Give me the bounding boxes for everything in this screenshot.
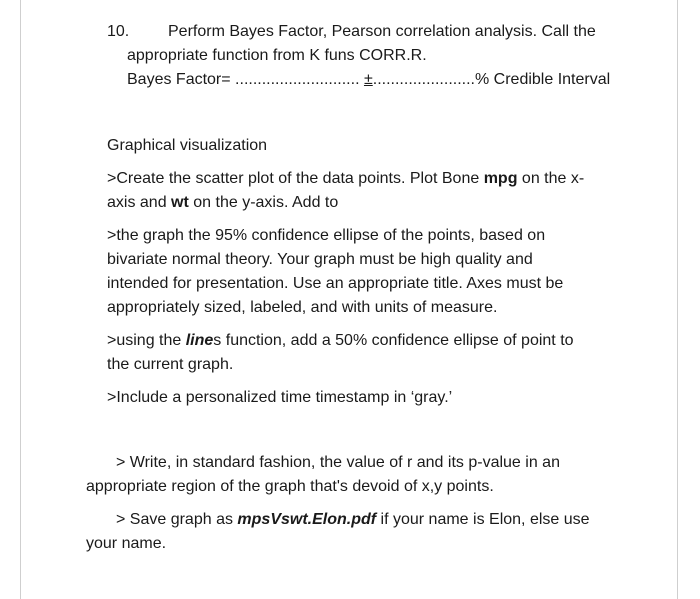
para2-line1: >the graph the 95% confidence ellipse of the points, based on <box>107 227 546 244</box>
credible-interval-label: % Credible Interval <box>475 71 611 88</box>
section-heading: Graphical visualization <box>107 137 268 154</box>
page-border-left <box>20 0 21 599</box>
para3-line1 <box>107 330 574 352</box>
credible-interval-blank: ....................... <box>372 71 475 88</box>
para1-text-a: >Create the scatter plot of the data points. Plot Bone <box>107 170 484 187</box>
bayes-factor-blank: ............................ <box>235 71 364 88</box>
para1-line2 <box>107 192 338 214</box>
page-border-right <box>677 0 678 599</box>
para6-line1 <box>116 509 590 531</box>
para6-text-a: > Save graph as <box>116 511 238 528</box>
para6-filename: mpsVswt.Elon.pdf <box>237 511 377 528</box>
para4-line1: >Include a personalized time timestamp in ‘gray.’ <box>107 389 453 406</box>
para1-text-f: on the y-axis. Add to <box>188 194 339 211</box>
para5-line1: > Write, in standard fashion, the value of r and its p-value in an <box>116 454 560 471</box>
bayes-factor-label: Bayes Factor= <box>127 71 236 88</box>
plus-minus-symbol: ± <box>363 71 373 88</box>
para2-line2: bivariate normal theory. Your graph must be high quality and <box>107 251 533 268</box>
para3-text-c: s function, add a 50% confidence ellipse of point to <box>213 332 574 349</box>
para6-line2: your name. <box>86 535 167 552</box>
para6-text-c: if your name is Elon, else use <box>376 511 590 528</box>
para1-text-d: axis and <box>107 194 172 211</box>
para1-line1 <box>107 168 584 190</box>
bayes-factor-line <box>127 69 610 91</box>
para1-wt: wt <box>171 194 189 211</box>
para5-line2: appropriate region of the graph that's devoid of x,y points. <box>86 478 494 495</box>
para2-line4: appropriately sized, labeled, and with units of measure. <box>107 299 498 316</box>
para3-line2: the current graph. <box>107 356 234 373</box>
para2-line3: intended for presentation. Use an appropriate title. Axes must be <box>107 275 564 292</box>
para1-text-c: on the x- <box>517 170 585 187</box>
para3-lines-keyword: line <box>185 332 214 349</box>
item-line-1: Perform Bayes Factor, Pearson correlation analysis. Call the <box>168 23 596 40</box>
para1-mpg: mpg <box>483 170 518 187</box>
item-line-2: appropriate function from K funs CORR.R. <box>127 47 427 64</box>
item-number: 10. <box>107 23 130 40</box>
para3-text-a: >using the <box>107 332 186 349</box>
